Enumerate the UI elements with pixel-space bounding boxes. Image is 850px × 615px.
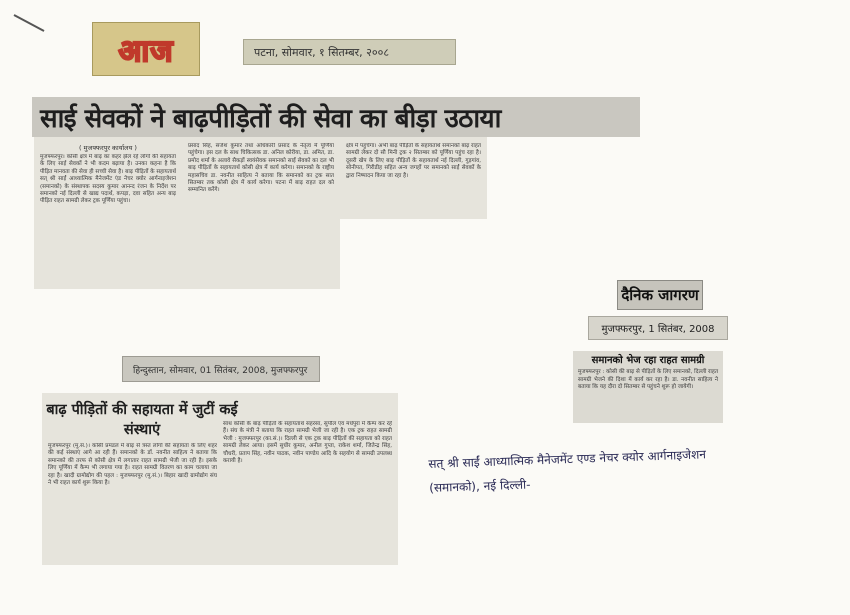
- jagran-body: मुजफ्फरपुर : कोसी की बाढ़ से पीड़ितों के लिए समानको, दिल्ली राहत सामग्री भेजने की दिशा में कार्य कर रहा है। डा. नवनीत साहित्य ने बताया कि यह दौरा दो सितम्बर से पहुंचने शुरू हो जायेगी।: [578, 369, 719, 391]
- aaj-headline: साई सेवकों ने बाढ़पीड़ितों की सेवा का बीड़ा उठाया: [32, 97, 640, 137]
- handwritten-line-2: (समानको), नई दिल्ली-: [429, 477, 531, 495]
- aaj-column-1: मुजफ्फरपुर। कोसी क्षेत्र में बाढ़ का कहर झेल रहे लोगों की सहायता के लिए साई सेवकों ने भी कदम बढ़ाया है। उनका कहना है कि पीड़ित मानवता की सेवा ही सच्ची सेवा है। बाढ़ पीड़ितों के सहायतार्थ सत् श्री साईं आध्यात्मिक मैनेजमेंट एंड नेचर क्योर आर्गनाइजेशन (समानको) के संस्थापक सदस्य कुमार आनन्द रंजन के निर्देश पर समानको नई दिल्ली से खाद्य पदार्थ, कपड़ा, दवा सहित अन्य बाढ़ पीड़ित राहत सामग्री लेकर ट्रक पूर्णिया पहुंचा।: [40, 154, 176, 205]
- jagran-article: [573, 351, 723, 423]
- hindustan-column-2: साथ कोसी के बाढ़ पीड़ितों के सहायतार्थ सहरसा, सुपौल एवं मधेपुरा में कैम्प कर रहे हैं। संघ के मंत्री ने बताया कि राहत सामग्री भेजी जा रही है। एक ट्रक राहत सामग्री भेजी : मुजफ्फरपुर (का.सं.)। दिल्ली से एक ट्रक बाढ़ पीड़ितों की सहायता को राहत सामग्री लेकर आया। इसमें सुधीर कुमार, अनील गुप्ता, राकेश शर्मा, जितेन्द्र सिंह, चौधरी, प्रताप सिंह, नवीन पाठक, नवीन पाण्डेय आदि के सहयोग से सामग्री उपलब्ध करायी है।: [223, 421, 392, 465]
- aaj-article-left: [34, 137, 182, 289]
- aaj-article-right: [340, 137, 487, 219]
- aaj-logo: [92, 22, 200, 76]
- handwritten-note: [428, 438, 839, 500]
- hindustan-article: [42, 393, 398, 565]
- aaj-article-middle: [182, 137, 340, 289]
- corner-pen-mark: [14, 14, 45, 32]
- handwritten-line-1: सत् श्री साईं आध्यात्मिक मैनेजमेंट एण्ड नेचर क्योर आर्गनाइजेशन: [428, 447, 707, 471]
- jagran-headline: समानको भेज रहा राहत सामग्री: [573, 351, 723, 366]
- jagran-logo: दैनिक जागरण: [617, 280, 703, 310]
- aaj-byline: ( मुजफ्फरपुर कार्यालय ): [79, 144, 137, 152]
- aaj-logo-text: आज: [118, 33, 174, 69]
- aaj-column-3: क्षेत्र में पहुंचेगा। अभी बाढ़ पीड़ितों के सहायतार्थ समानको बाढ़ राहत सामग्री लेकर दो सौ मिनी ट्रक २ सितम्बर को पूर्णिया पहुंच रहा है। दूसरी खेप के लिए बाढ़ पीड़ितों के सहायतार्थ नई दिल्ली, गुड़गांव, सोनीपत, गिरीडीह सहित अन्य जगहों पर समानको साईं सेवकों के द्वारा निष्पादन किया जा रहा है।: [346, 143, 481, 179]
- hindustan-headline: बाढ़ पीड़ितों की सहायता में जुटीं कई संस्थाएं: [46, 402, 238, 438]
- aaj-dateline: पटना, सोमवार, १ सितम्बर, २००८: [243, 39, 456, 65]
- hindustan-column-1: मुजफ्फरपुर (मु.सं.)। कोसी प्रमंडल में बाढ़ से त्रस्त लोगों की सहायता के लिए शहर की कई संस्थाएं आगे आ रही हैं। समानको के डॉ. नवनीत साहित्य ने बताया कि समानको की तरफ से कोसी क्षेत्र में लगातार राहत सामग्री भेजी जा रही है। इसके लिए पूर्णिया में कैम्प भी लगाया गया है। राहत सामग्री वितरण का काम चलाया जा रहा है। खादी ग्रामोद्योग की पहल : मुजफ्फरपुर (मु.सं.)। बिहार खादी ग्रामोद्योग संघ ने भी राहत कार्य शुरू किया है।: [48, 443, 217, 487]
- jagran-dateline: मुजफ्फरपुर, 1 सितंबर, 2008: [588, 316, 728, 340]
- aaj-column-2: प्रसाद सिंह, सजेश कुमार तथा अधिकारी प्रसाद के नेतृत्व में पूर्णिया पहुंचेगा। इस दल के साथ चिकित्सक डा. अनिल कोरीया, डा. अमित, डा. प्रमोद शर्मा के अलावे सैकड़ों स्वयंसेवक समानको साईं सेवको का दल भी बाढ़ पीड़ितों के सहायतार्थ कोसी क्षेत्र में कार्य करेगा। समानको के राष्ट्रीय महासचिव डा. नवनीत साहित्य ने बताया कि समानको का ट्रक सात सितम्बर तक कोसी क्षेत्र में कार्य करेगा। पटना में बाढ़ राहत दल को सम्मानित करेंगे।: [188, 143, 334, 194]
- hindustan-dateline: हिन्दुस्तान, सोमवार, 01 सितंबर, 2008, मुजफ्फरपुर: [122, 356, 320, 382]
